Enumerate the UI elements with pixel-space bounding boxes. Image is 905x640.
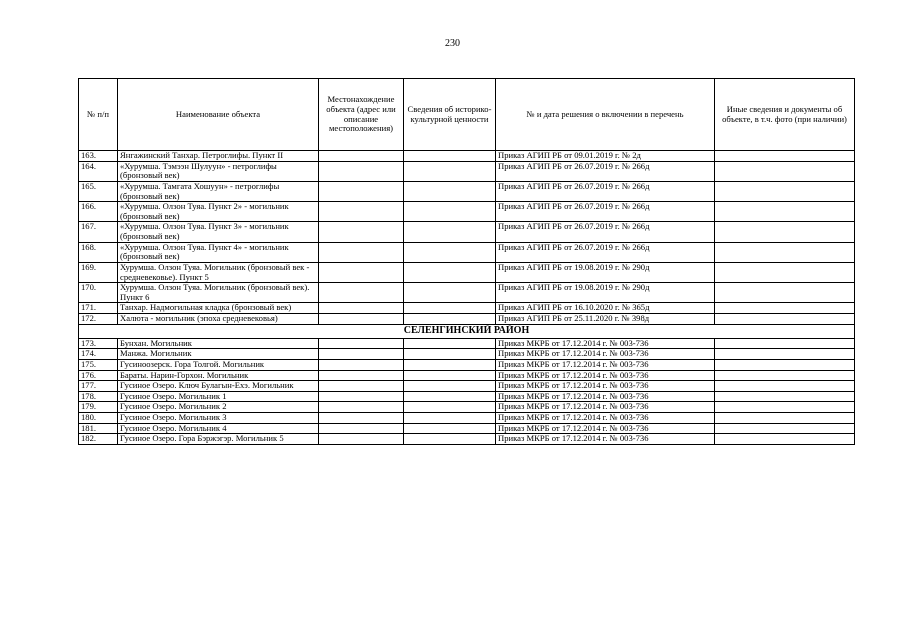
- cell-object-name: Янгажинский Танхар. Петроглифы. Пункт II: [118, 151, 319, 162]
- table-row: [79, 338, 855, 349]
- cell-other-info: [715, 434, 855, 445]
- cell-object-name: Хурумша. Олзон Туяа. Могильник (бронзовый век - средневековье). Пункт 5: [118, 262, 319, 282]
- cell-other-info: [715, 338, 855, 349]
- table-row: [79, 262, 855, 282]
- table-row: [79, 202, 855, 222]
- cell-other-info: [715, 423, 855, 434]
- cell-decision: Приказ АГИП РБ от 09.01.2019 г. № 2д: [496, 151, 715, 162]
- cell-decision: Приказ МКРБ от 17.12.2014 г. № 003-736: [496, 349, 715, 360]
- header-object-name: Наименование объекта: [118, 79, 319, 151]
- cell-number: 182.: [79, 434, 118, 445]
- cell-cultural-value: [404, 402, 496, 413]
- cell-cultural-value: [404, 359, 496, 370]
- cell-cultural-value: [404, 413, 496, 424]
- cell-location: [319, 161, 404, 181]
- cell-object-name: Танхар. Надмогильная кладка (бронзовый век): [118, 303, 319, 314]
- cell-number: 173.: [79, 338, 118, 349]
- cell-number: 164.: [79, 161, 118, 181]
- cell-number: 172.: [79, 314, 118, 325]
- cell-cultural-value: [404, 434, 496, 445]
- cell-location: [319, 423, 404, 434]
- table-row: [79, 283, 855, 303]
- cell-other-info: [715, 151, 855, 162]
- cell-location: [319, 262, 404, 282]
- table-row: [79, 222, 855, 242]
- cell-cultural-value: [404, 161, 496, 181]
- cell-object-name: Бунхан. Могильник: [118, 338, 319, 349]
- table-body-part1: [79, 151, 855, 325]
- cell-decision: Приказ МКРБ от 17.12.2014 г. № 003-736: [496, 359, 715, 370]
- cell-location: [319, 222, 404, 242]
- cell-other-info: [715, 402, 855, 413]
- cell-number: 166.: [79, 202, 118, 222]
- cell-other-info: [715, 242, 855, 262]
- cell-other-info: [715, 359, 855, 370]
- cell-object-name: Гусиное Озеро. Могильник 3: [118, 413, 319, 424]
- table-header-row: [79, 79, 855, 151]
- cell-number: 180.: [79, 413, 118, 424]
- table-row: [79, 413, 855, 424]
- cell-cultural-value: [404, 202, 496, 222]
- cell-location: [319, 370, 404, 381]
- cell-location: [319, 434, 404, 445]
- table-row: [79, 434, 855, 445]
- cell-object-name: Гусиное Озеро. Могильник 4: [118, 423, 319, 434]
- cell-decision: Приказ АГИП РБ от 25.11.2020 г. № 398д: [496, 314, 715, 325]
- cell-other-info: [715, 381, 855, 392]
- cell-location: [319, 151, 404, 162]
- cell-number: 167.: [79, 222, 118, 242]
- cell-location: [319, 338, 404, 349]
- cell-decision: Приказ АГИП РБ от 16.10.2020 г. № 365д: [496, 303, 715, 314]
- cell-location: [319, 283, 404, 303]
- header-decision: № и дата решения о включении в перечень: [496, 79, 715, 151]
- cell-other-info: [715, 181, 855, 201]
- cell-decision: Приказ АГИП РБ от 26.07.2019 г. № 266д: [496, 242, 715, 262]
- cell-object-name: Бараты. Нарин-Горхон. Могильник: [118, 370, 319, 381]
- cell-cultural-value: [404, 222, 496, 242]
- cell-number: 178.: [79, 391, 118, 402]
- cell-location: [319, 303, 404, 314]
- cell-other-info: [715, 262, 855, 282]
- cell-cultural-value: [404, 151, 496, 162]
- heritage-registry-table: [78, 78, 855, 445]
- cell-cultural-value: [404, 181, 496, 201]
- cell-cultural-value: [404, 381, 496, 392]
- cell-object-name: «Хурумша. Тэмээн Шулуун» - петроглифы (бронзовый век): [118, 161, 319, 181]
- cell-location: [319, 181, 404, 201]
- table-row: [79, 381, 855, 392]
- table-row: [79, 423, 855, 434]
- cell-other-info: [715, 391, 855, 402]
- cell-cultural-value: [404, 370, 496, 381]
- table-row: [79, 402, 855, 413]
- cell-object-name: Гусиное Озеро. Могильник 1: [118, 391, 319, 402]
- cell-object-name: Гусиное Озеро. Могильник 2: [118, 402, 319, 413]
- cell-cultural-value: [404, 423, 496, 434]
- cell-object-name: «Хурумша. Олзон Туяа. Пункт 4» - могильник (бронзовый век): [118, 242, 319, 262]
- table-body-part2: [79, 338, 855, 444]
- cell-other-info: [715, 413, 855, 424]
- cell-number: 170.: [79, 283, 118, 303]
- table-row: [79, 370, 855, 381]
- table-row: [79, 349, 855, 360]
- cell-location: [319, 349, 404, 360]
- table-row: [79, 242, 855, 262]
- cell-number: 163.: [79, 151, 118, 162]
- cell-location: [319, 202, 404, 222]
- cell-decision: Приказ МКРБ от 17.12.2014 г. № 003-736: [496, 391, 715, 402]
- table-row: [79, 391, 855, 402]
- cell-cultural-value: [404, 242, 496, 262]
- table-row: [79, 359, 855, 370]
- table-row: [79, 181, 855, 201]
- cell-decision: Приказ АГИП РБ от 26.07.2019 г. № 266д: [496, 202, 715, 222]
- cell-decision: Приказ АГИП РБ от 26.07.2019 г. № 266д: [496, 181, 715, 201]
- cell-other-info: [715, 303, 855, 314]
- cell-object-name: Гусиное Озеро. Гора Бэржэгэр. Могильник 5: [118, 434, 319, 445]
- cell-object-name: Гусиное Озеро. Ключ Булагын-Ехэ. Могильник: [118, 381, 319, 392]
- cell-decision: Приказ МКРБ от 17.12.2014 г. № 003-736: [496, 370, 715, 381]
- table-row: [79, 151, 855, 162]
- cell-cultural-value: [404, 262, 496, 282]
- table-row: [79, 303, 855, 314]
- cell-cultural-value: [404, 349, 496, 360]
- cell-decision: Приказ АГИП РБ от 19.08.2019 г. № 290д: [496, 283, 715, 303]
- cell-object-name: «Хурумша. Олзон Туяа. Пункт 2» - могильник (бронзовый век): [118, 202, 319, 222]
- cell-other-info: [715, 314, 855, 325]
- cell-number: 175.: [79, 359, 118, 370]
- cell-other-info: [715, 222, 855, 242]
- cell-location: [319, 391, 404, 402]
- header-other-info: Иные сведения и документы об объекте, в т.ч. фото (при наличии): [715, 79, 855, 151]
- cell-decision: Приказ МКРБ от 17.12.2014 г. № 003-736: [496, 423, 715, 434]
- cell-number: 171.: [79, 303, 118, 314]
- cell-number: 176.: [79, 370, 118, 381]
- cell-decision: Приказ АГИП РБ от 26.07.2019 г. № 266д: [496, 161, 715, 181]
- cell-decision: Приказ АГИП РБ от 19.08.2019 г. № 290д: [496, 262, 715, 282]
- cell-other-info: [715, 349, 855, 360]
- cell-number: 181.: [79, 423, 118, 434]
- cell-other-info: [715, 202, 855, 222]
- cell-location: [319, 314, 404, 325]
- table-row: [79, 161, 855, 181]
- district-row: [79, 324, 855, 338]
- page-number: 230: [445, 38, 460, 49]
- cell-cultural-value: [404, 303, 496, 314]
- cell-location: [319, 359, 404, 370]
- district-title: СЕЛЕНГИНСКИЙ РАЙОН: [79, 324, 855, 338]
- cell-decision: Приказ МКРБ от 17.12.2014 г. № 003-736: [496, 413, 715, 424]
- cell-location: [319, 413, 404, 424]
- cell-cultural-value: [404, 391, 496, 402]
- cell-object-name: Гусиноозерск. Гора Толгой. Могильник: [118, 359, 319, 370]
- cell-location: [319, 242, 404, 262]
- header-location: Местонахождение объекта (адрес или описание местоположения): [319, 79, 404, 151]
- cell-decision: Приказ МКРБ от 17.12.2014 г. № 003-736: [496, 402, 715, 413]
- table-row: [79, 314, 855, 325]
- cell-number: 177.: [79, 381, 118, 392]
- cell-object-name: «Хурумша. Олзон Туяа. Пункт 3» - могильник (бронзовый век): [118, 222, 319, 242]
- cell-other-info: [715, 283, 855, 303]
- cell-other-info: [715, 161, 855, 181]
- cell-number: 174.: [79, 349, 118, 360]
- cell-object-name: Хурумша. Олзон Туяа. Могильник (бронзовый век). Пункт 6: [118, 283, 319, 303]
- header-cultural-value: Сведения об историко-культурной ценности: [404, 79, 496, 151]
- cell-cultural-value: [404, 338, 496, 349]
- cell-object-name: Халюта - могильник (эпоха средневековья): [118, 314, 319, 325]
- cell-number: 169.: [79, 262, 118, 282]
- cell-decision: Приказ АГИП РБ от 26.07.2019 г. № 266д: [496, 222, 715, 242]
- cell-other-info: [715, 370, 855, 381]
- cell-decision: Приказ МКРБ от 17.12.2014 г. № 003-736: [496, 381, 715, 392]
- cell-number: 179.: [79, 402, 118, 413]
- cell-location: [319, 381, 404, 392]
- cell-object-name: Манжа. Могильник: [118, 349, 319, 360]
- cell-decision: Приказ МКРБ от 17.12.2014 г. № 003-736: [496, 338, 715, 349]
- cell-object-name: «Хурумша. Тамгата Хошуун» - петроглифы (бронзовый век): [118, 181, 319, 201]
- cell-cultural-value: [404, 283, 496, 303]
- cell-number: 168.: [79, 242, 118, 262]
- header-number: № п/п: [79, 79, 118, 151]
- cell-location: [319, 402, 404, 413]
- cell-decision: Приказ МКРБ от 17.12.2014 г. № 003-736: [496, 434, 715, 445]
- cell-cultural-value: [404, 314, 496, 325]
- table-body-district: [79, 324, 855, 338]
- cell-number: 165.: [79, 181, 118, 201]
